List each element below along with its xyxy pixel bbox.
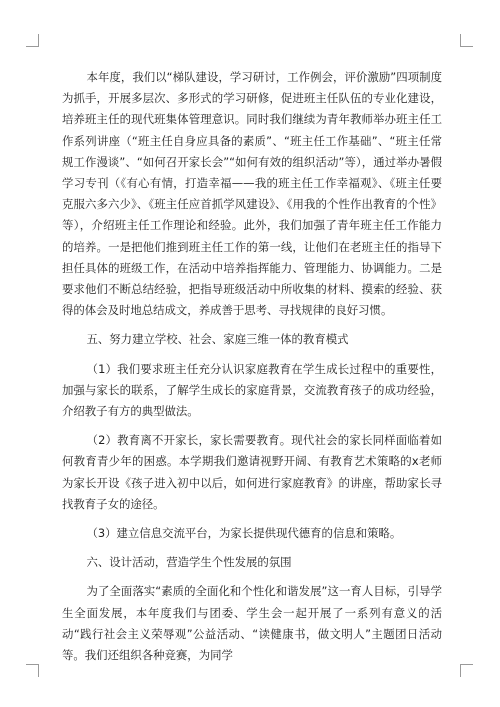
paragraph-teacher-training: 本年度，我们以“梯队建设，学习研讨，工作例会，评价激励”四项制度为抓手，开展多层次、多形式的学习研修，促进班主任队伍的专业化建设，培养班主任的现代班集体管理意识。同时我们继续为青年教师举办班主任工作系列讲座（“班主任自身应具备的素质”、“班主任工作基础”、“班主任常规工作漫谈”、“如何召开家长会”“如何有效的组织活动”等），通过举办暑假学习专刊（《有心有情，打造幸福——我的班主任工作幸福观》、《班主任要克服六多六少》、《班主任应首抓学风建设》、《用我的个性作出教育的个性》等），介绍班主任工作理论和经验。此外，我们加强了青年班主任工作能力的培养。一是把他们推到班主任工作的第一线，让他们在老班主任的指导下担任具体的班级工作，在活动中培养指挥能力、管理能力、协调能力。二是要求他们不断总结经验，把指导班级活动中所收集的材料、摸索的经验、获得的体会及时地总结成文，养成善于思考、寻找规律的良好习惯。: [62, 70, 442, 318]
document-body: [62, 67, 442, 666]
crop-mark-top-right: [460, 34, 473, 47]
paragraph-activities: 为了全面落实“素质的全面化和个性化和谐发展”这一育人目标，引导学生全面发展，本年度我们与团委、学生会一起开展了一系列有意义的活动“践行社会主义荣辱观”公益活动、“读健康书，做文明人”主题团日活动等。我们还组织各种竞赛，为同学: [62, 584, 442, 663]
section-heading-six: 六、设计活动，营造学生个性发展的氛围: [86, 555, 292, 570]
crop-mark-bottom-right: [460, 664, 473, 677]
crop-mark-bottom-left: [26, 664, 39, 677]
paragraph-item-2: （2）教育离不开家长，家长需要教育。现代社会的家长同样面临着如何教育青少年的困惑。本学期我们邀请视野开阔、有教育艺术策略的x老师为家长开设《孩子进入初中以后，如何进行家庭教育》的讲座，帮助家长寻找教育子女的途径。: [62, 433, 442, 511]
crop-mark-top-left: [26, 34, 39, 47]
paragraph-item-1: （1）我们要求班主任充分认识家庭教育在学生成长过程中的重要性，加强与家长的联系，了解学生成长的家庭背景，交流教育孩子的成功经验，介绍教子有方的典型做法。: [62, 361, 442, 419]
paragraph-item-3: （3）建立信息交流平台，为家长提供现代德育的信息和策略。: [86, 526, 402, 541]
section-heading-five: 五、努力建立学校、社会、家庭三维一体的教育模式: [86, 332, 349, 347]
